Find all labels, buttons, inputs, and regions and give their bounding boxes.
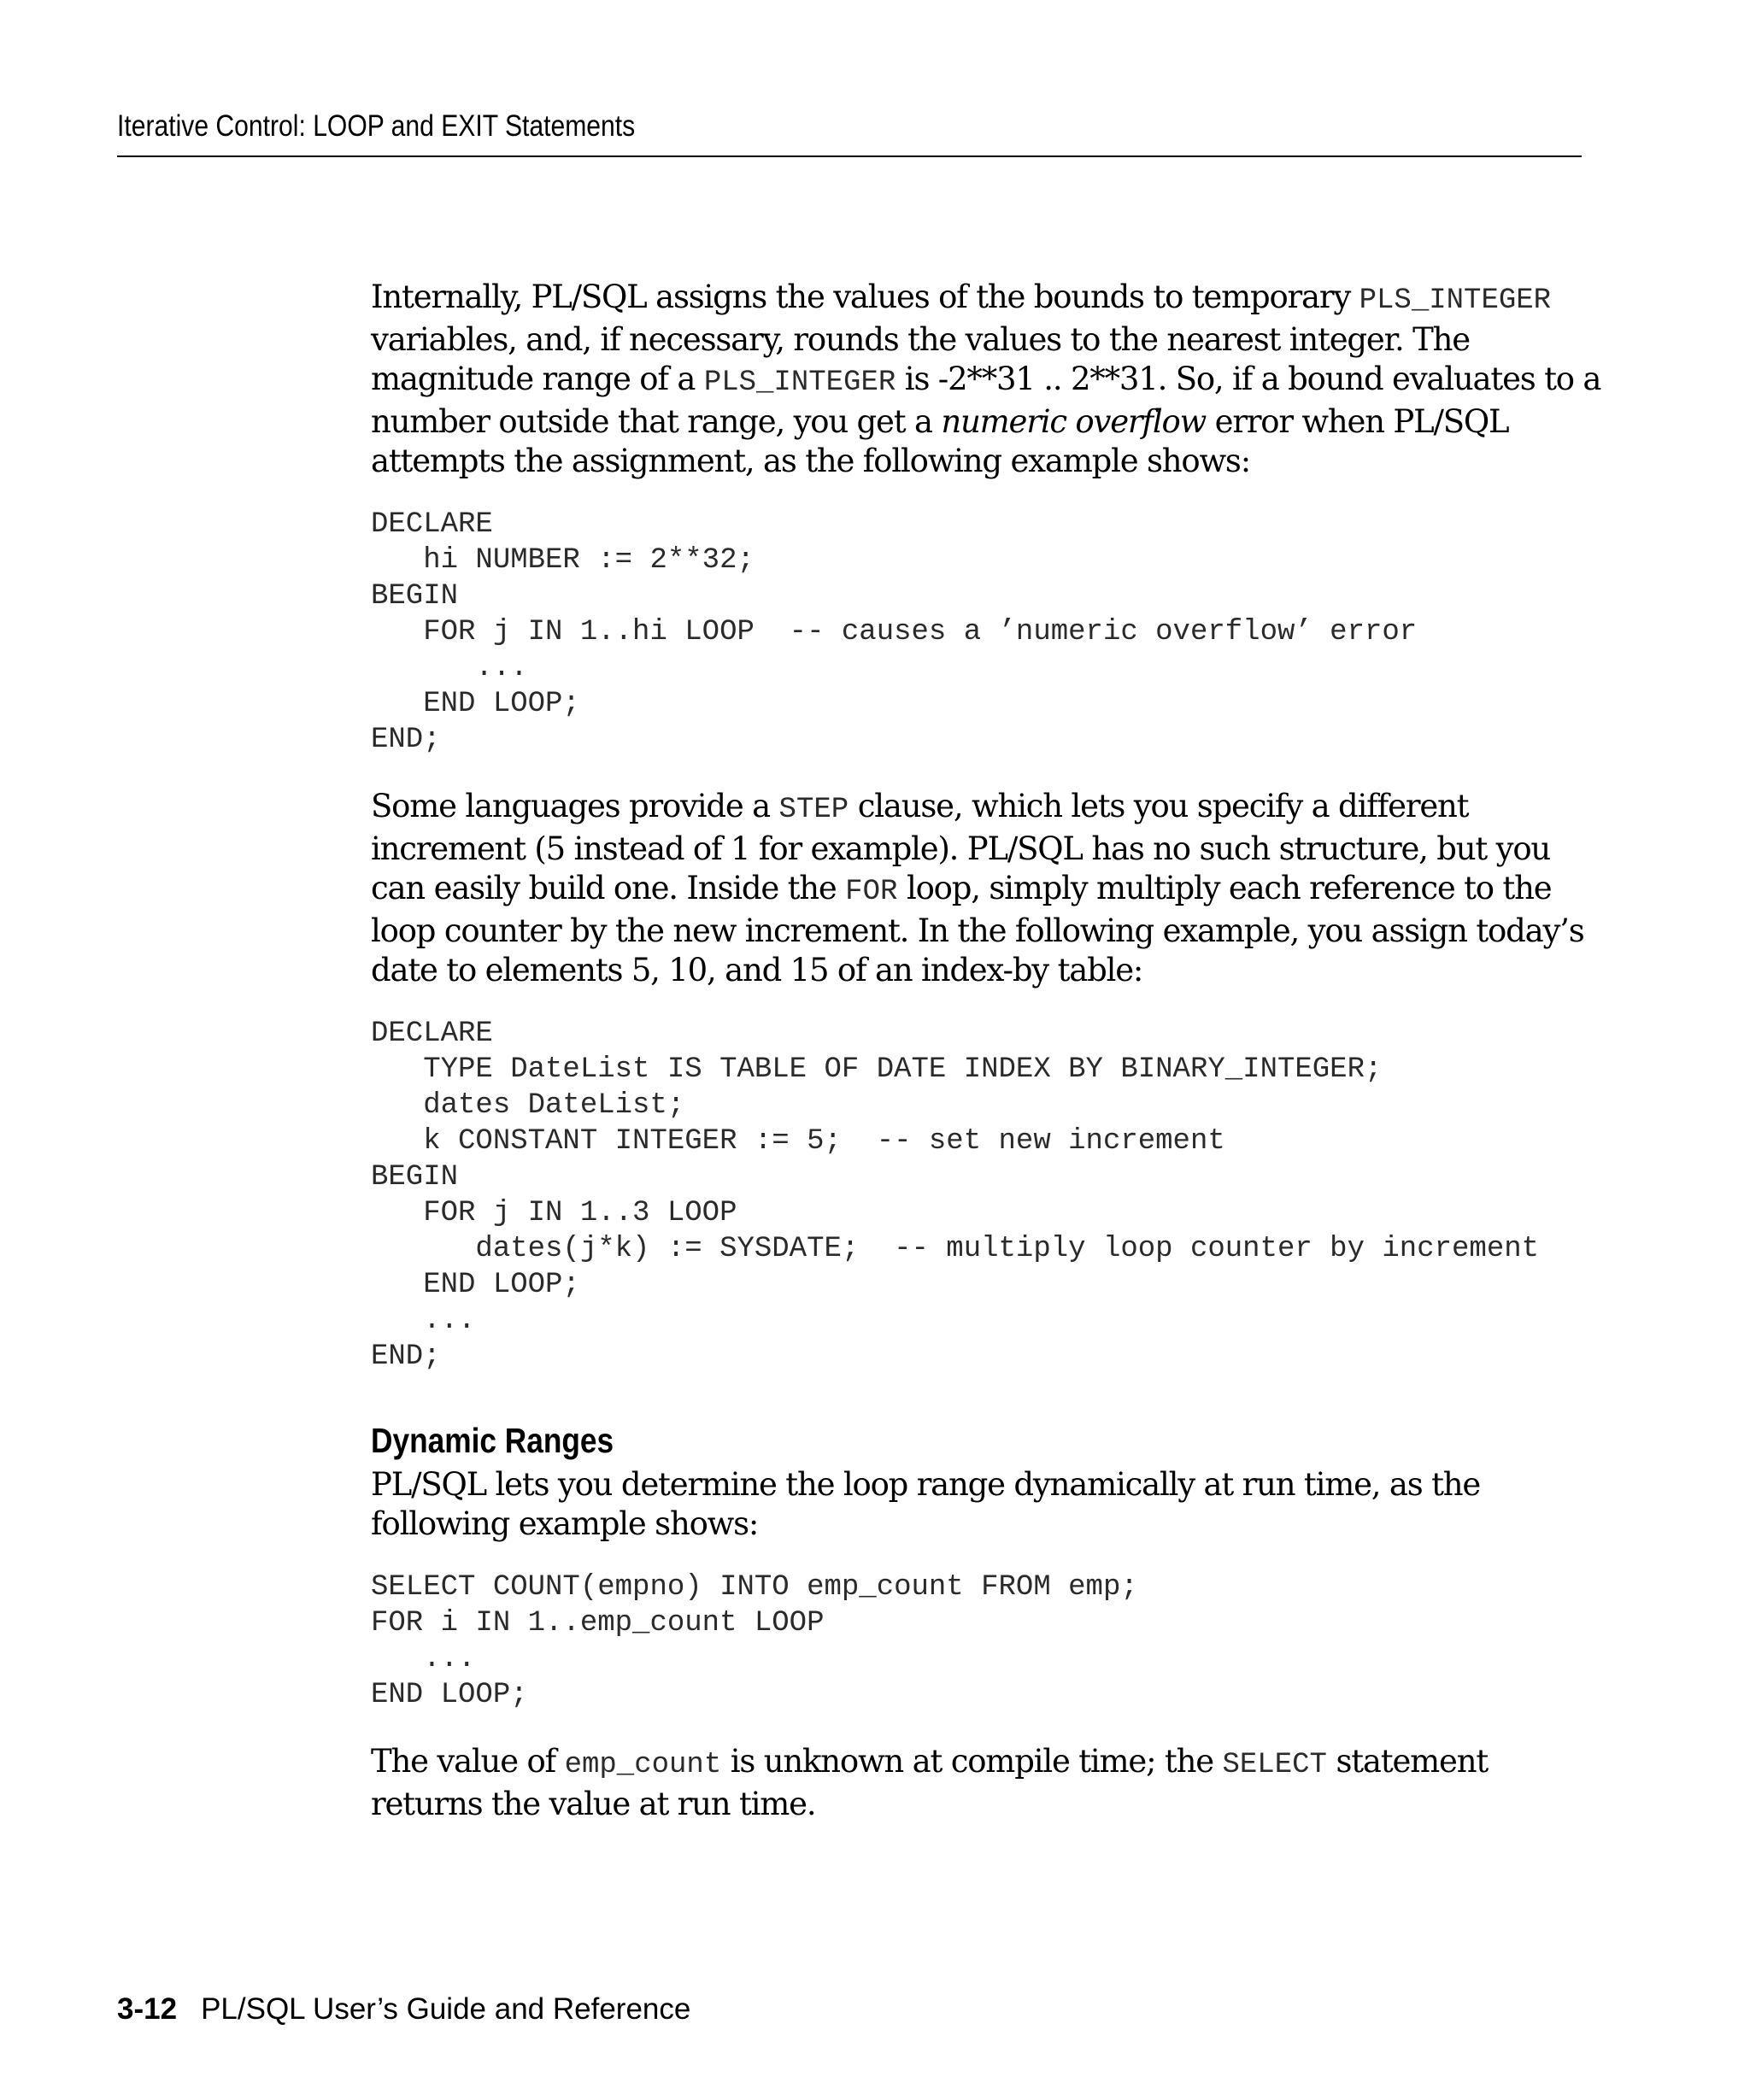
inline-code: FOR [845,876,898,908]
paragraph-text: statement returns the value at run time. [371,1743,1489,1822]
paragraph-text: The value of [371,1743,565,1780]
running-header: Iterative Control: LOOP and EXIT Statements [117,109,636,143]
paragraph-text: is -2**31 .. 2**31. So, if a bound evaluates to a number outside that range, you get a [371,361,1601,440]
book-title: PL/SQL User’s Guide and Reference [201,1992,691,2026]
code-block-overflow-example: DECLARE hi NUMBER := 2**32; BEGIN FOR j IN 1..hi LOOP -- causes a ’numeric overflow’ error ... END LOOP; END; [371,508,1418,756]
inline-code: PLS_INTEGER [1359,284,1552,317]
paragraph-emp-count [371,1742,1601,1824]
page-content [371,278,1601,1824]
inline-code: STEP [778,794,849,826]
paragraph-step-clause [371,787,1601,990]
paragraph-bounds [371,278,1601,481]
inline-code: emp_count [564,1749,722,1781]
paragraph-text: Internally, PL/SQL assigns the values of the bounds to temporary [371,279,1359,315]
paragraph-text: error when PL/SQL attempts the assignment, as the following example shows: [371,403,1509,479]
inline-code: SELECT [1222,1749,1327,1781]
section-heading: Dynamic Ranges [371,1421,614,1460]
paragraph-dynamic-ranges: PL/SQL lets you determine the loop range dynamically at run time, as the following example shows: [371,1466,1481,1542]
page-number: 3-12 [117,1992,178,2026]
paragraph-text: variables, and, if necessary, rounds the values to the nearest integer. The magnitude range of a [371,321,1470,397]
paragraph-text: clause, which lets you specify a different increment (5 instead of 1 for example). PL/SQL has no such structure, but you can easily build one. Inside the [371,788,1551,906]
page-footer [117,1992,690,2027]
code-block-increment-example: DECLARE TYPE DateList IS TABLE OF DATE INDEX BY BINARY_INTEGER; dates DateList; k CONSTANT INTEGER := 5; -- set new increment BEGIN FOR j IN 1..3 LOOP dates(j*k) := SYSDATE; -- multiply loop counter by increment END LOOP; ... END; [371,1018,1540,1373]
paragraph-text: Some languages provide a [371,788,779,824]
paragraph-text: loop, simply multiply each reference to the loop counter by the new increment. In the following example, you assign today’s date to elements 5, 10, and 15 of an index-by table: [371,870,1584,988]
code-block-dynamic-example: SELECT COUNT(empno) INTO emp_count FROM emp; FOR i IN 1..emp_count LOOP ... END LOOP; [371,1571,1138,1711]
inline-code: PLS_INTEGER [703,367,896,399]
emphasis-text: numeric overflow [941,403,1207,440]
paragraph-text: is unknown at compile time; the [721,1743,1223,1780]
header-rule [117,155,1582,157]
